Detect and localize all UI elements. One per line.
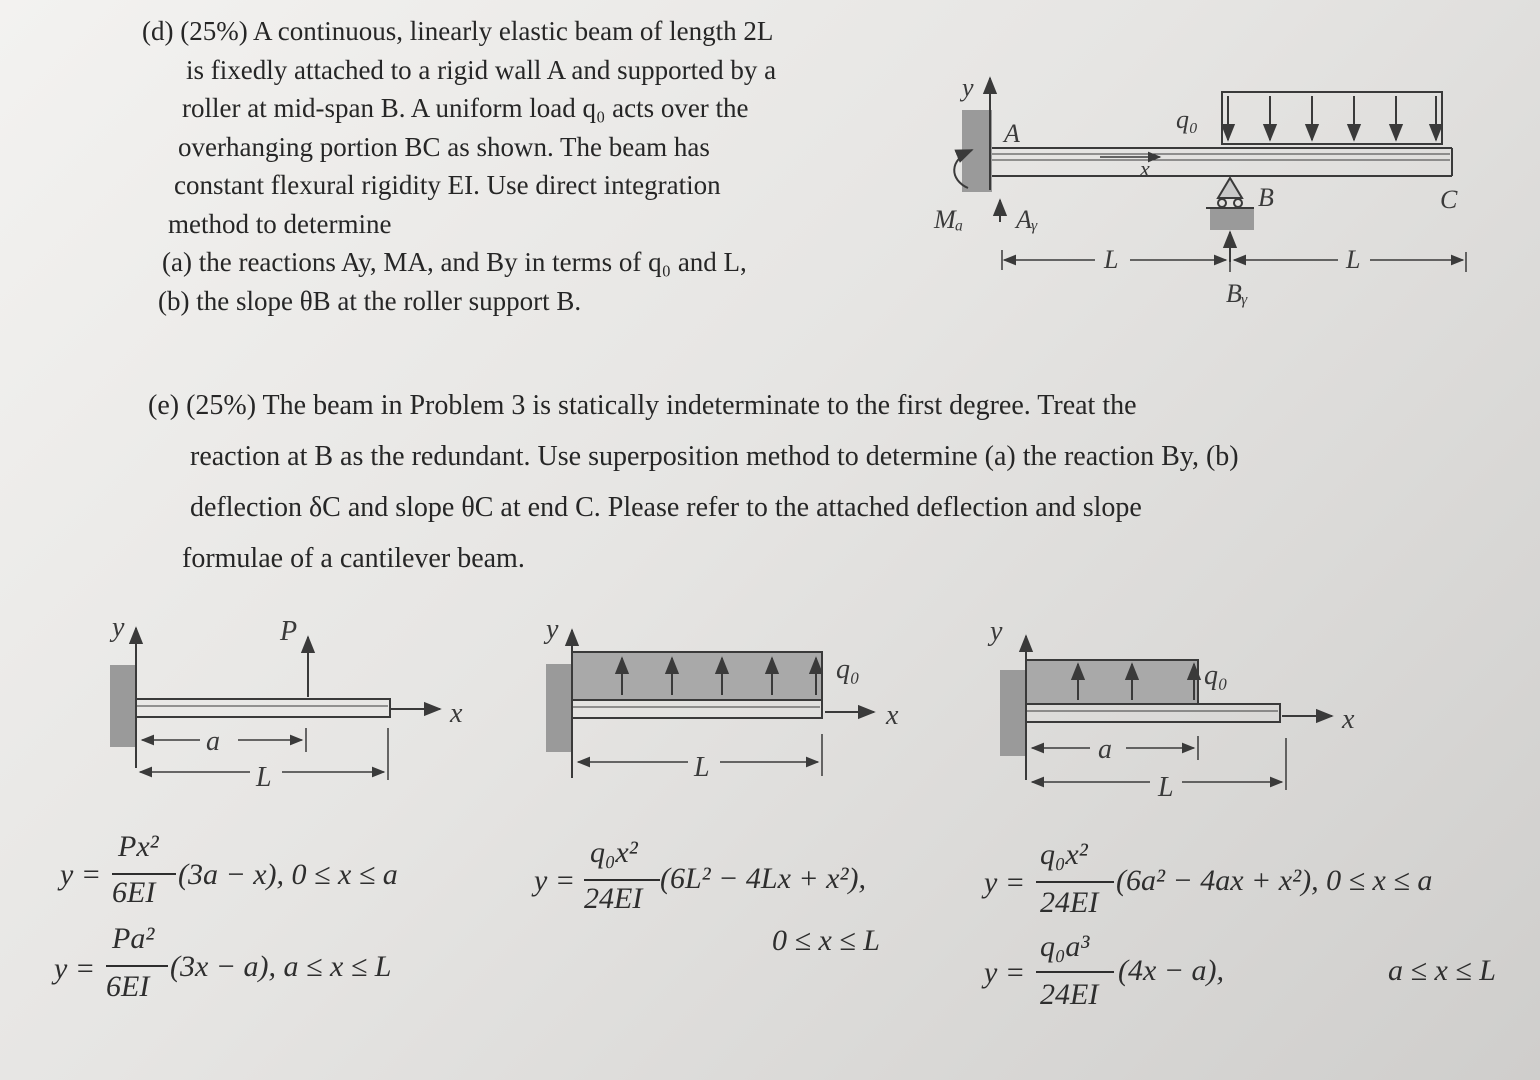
cantilever-point-load-figure (110, 628, 440, 780)
problem-d-line: (b) the slope θB at the roller support B. (158, 285, 582, 316)
a-label: a (1098, 734, 1112, 765)
cantilever-full-load-figure (546, 630, 874, 778)
main-beam-figure (954, 78, 1466, 272)
l1-label: L (1104, 245, 1119, 274)
eq2-denominator: 24EI (1040, 978, 1099, 1011)
problem-e-line: (e) (25%) The beam in Problem 3 is statically indeterminate to the first degree. Treat the (148, 390, 1137, 421)
eq2-rest: (3x − a), a ≤ x ≤ L (170, 950, 392, 983)
x-label: x (1140, 156, 1150, 181)
roller-support-b (1206, 178, 1254, 230)
eq-y: y = (534, 864, 576, 897)
l-label: L (1158, 772, 1174, 803)
eq1-numerator: Px² (118, 830, 159, 863)
x-label: x (450, 698, 463, 729)
wall (546, 664, 572, 752)
c-label: C (1440, 185, 1458, 214)
l-label: L (256, 762, 272, 793)
cantilever-full-load-equations (531, 836, 880, 957)
problem-e-line: reaction at B as the redundant. Use superposition method to determine (a) the reaction By, (b) (190, 441, 1239, 472)
q0-label: q₀ (1204, 660, 1228, 691)
q0-label: q₀ (1176, 105, 1199, 134)
eq-rest: (6L² − 4Lx + x²), (660, 862, 866, 895)
problem-e-line: formulae of a cantilever beam. (182, 543, 525, 574)
eq1-rest: (3a − x), 0 ≤ x ≤ a (178, 858, 398, 891)
wall (110, 665, 136, 747)
cantilever-partial-load-equations (981, 838, 1496, 1011)
main-beam-labels (933, 73, 1458, 308)
l2-label: L (1346, 245, 1361, 274)
problem-d-line: is fixedly attached to a rigid wall A and supported by a (186, 54, 777, 85)
beam (1026, 704, 1280, 722)
distributed-load-box (1026, 660, 1198, 704)
eq-numerator: q₀x² (590, 836, 638, 869)
eq2-rest: (4x − a), (1118, 954, 1225, 987)
y-label: y (990, 616, 1003, 647)
eq1-denominator: 6EI (112, 876, 156, 909)
problem-d-line: roller at mid-span B. A uniform load q₀ acts over the (182, 93, 749, 123)
fixed-wall-a (962, 110, 992, 192)
problem-d-line: (a) the reactions Ay, MA, and By in terms of q₀ and L, (162, 247, 747, 277)
a-label: a (206, 726, 220, 757)
eq2-y: y = (54, 952, 96, 985)
y-label: y (546, 614, 559, 645)
eq2-y: y = (984, 956, 1026, 989)
p-label: P (280, 616, 298, 647)
beam (572, 700, 822, 718)
y-label: y (112, 612, 125, 643)
problem-d-line: constant flexural rigidity EI. Use direct integration (174, 170, 721, 200)
b-label: B (1258, 183, 1274, 212)
problem-d-line: method to determine (168, 208, 392, 239)
problem-d-line: overhanging portion BC as shown. The beam has (178, 131, 710, 162)
eq1-rest: (6a² − 4ax + x²), 0 ≤ x ≤ a (1116, 864, 1433, 897)
eq2-range: a ≤ x ≤ L (1388, 954, 1496, 987)
eq2-numerator: q₀a³ (1040, 930, 1090, 963)
problem-e-line: deflection δC and slope θC at end C. Please refer to the attached deflection and slope (190, 492, 1142, 523)
cantilever-point-load-labels (109, 612, 463, 793)
eq-range: 0 ≤ x ≤ L (772, 924, 880, 957)
l-label: L (694, 752, 710, 783)
distributed-load-box (1222, 92, 1442, 144)
by-label: Bᵧ (1226, 279, 1248, 308)
beam (136, 699, 390, 717)
cantilever-partial-load-figure (1000, 636, 1332, 790)
x-label: x (1342, 704, 1355, 735)
a-label: A (1004, 119, 1020, 148)
load-arrows (1228, 96, 1436, 140)
ay-label: Aᵧ (1016, 205, 1038, 234)
wall (1000, 670, 1026, 756)
cantilever-point-load-equations (51, 830, 398, 1003)
eq1-numerator: q₀x² (1040, 838, 1088, 871)
x-label: x (886, 700, 899, 731)
eq-denominator: 24EI (584, 882, 643, 915)
distributed-load-box (572, 652, 822, 700)
q0-label: q₀ (836, 654, 860, 685)
eq1-denominator: 24EI (1040, 886, 1099, 919)
cantilever-partial-load-labels (987, 616, 1355, 803)
ma-label: Mₐ (934, 205, 964, 234)
problem-d-line: (d) (25%) A continuous, linearly elastic beam of length 2L (142, 16, 774, 46)
eq2-denominator: 6EI (106, 970, 150, 1003)
y-label: y (962, 73, 974, 102)
eq1-y: y = (60, 858, 102, 891)
eq1-y: y = (984, 866, 1026, 899)
eq2-numerator: Pa² (112, 922, 155, 955)
